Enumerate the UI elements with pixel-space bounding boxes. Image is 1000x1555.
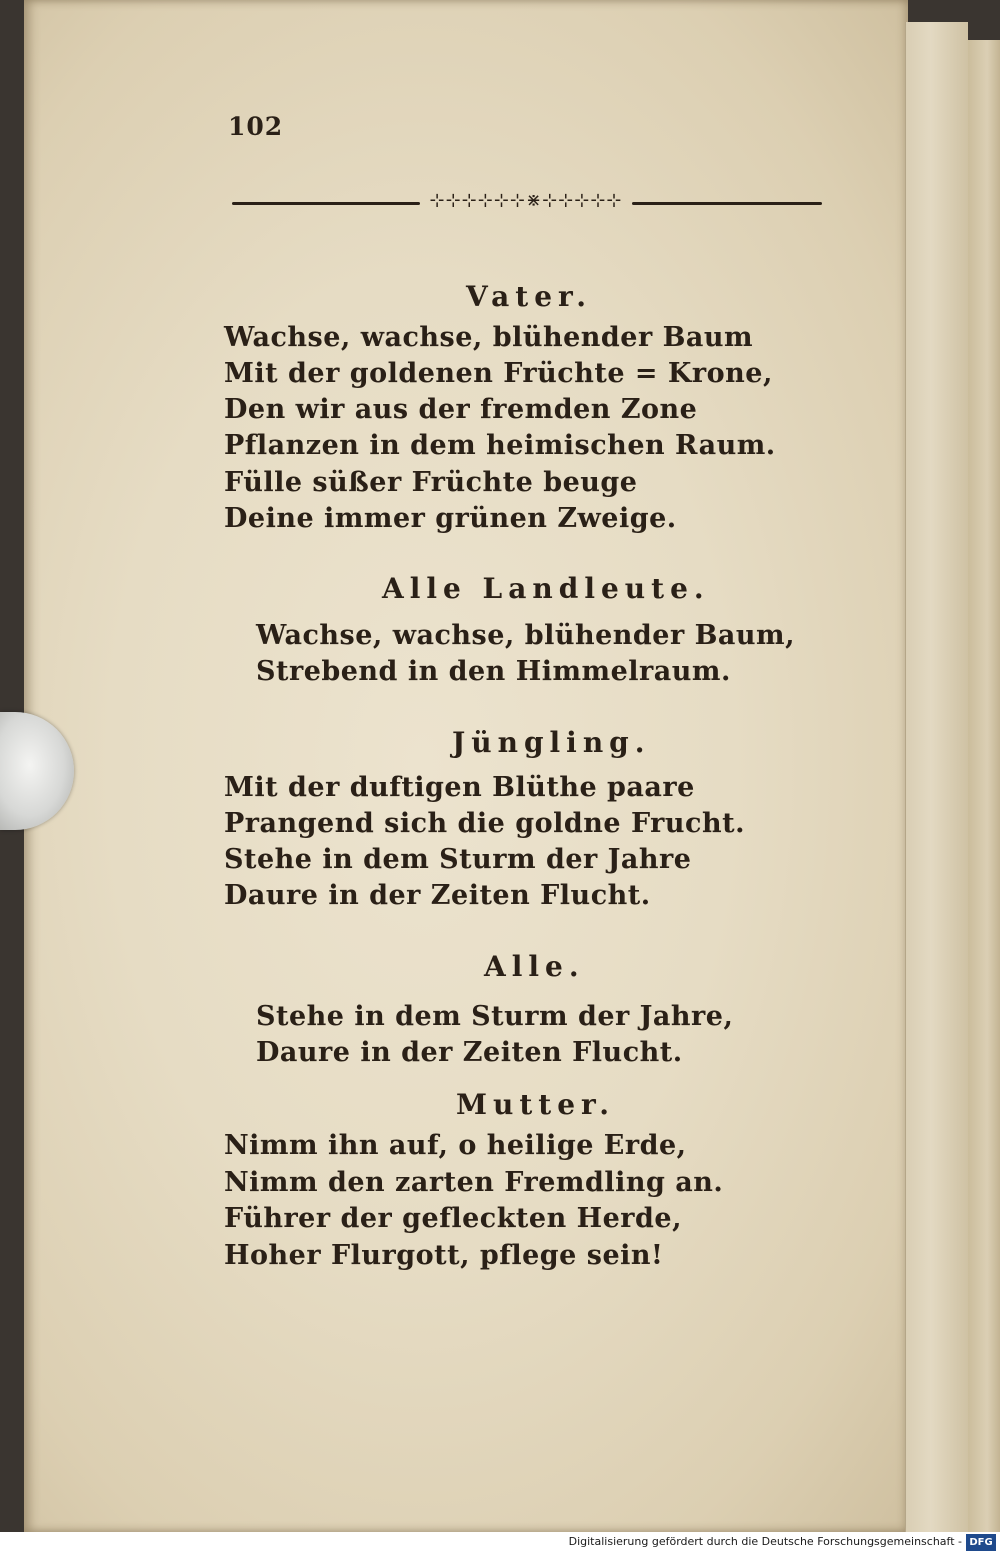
speaker-juengling: Jüngling. xyxy=(452,726,651,759)
verse-line: Pflanzen in dem heimischen Raum. xyxy=(224,430,776,461)
verse-line: Daure in der Zeiten Flucht. xyxy=(224,880,651,911)
verse-line: Daure in der Zeiten Flucht. xyxy=(256,1037,683,1068)
speaker-vater: Vater. xyxy=(466,280,592,313)
verse-line: Fülle süßer Früchte beuge xyxy=(224,467,638,498)
rule-right-line xyxy=(632,202,822,205)
verse-line: Prangend sich die goldne Frucht. xyxy=(224,808,745,839)
speaker-alle-landleute: Alle Landleute. xyxy=(382,572,710,605)
dfg-logo-icon[interactable]: DFG xyxy=(966,1534,996,1551)
verse-line: Mit der goldenen Früchte = Krone, xyxy=(224,358,773,389)
verse-line: Führer der gefleckten Herde, xyxy=(224,1203,682,1234)
fleuron-ornament: ⊹⊹⊹⊹⊹⊹⋇⊹⊹⊹⊹⊹ xyxy=(429,190,623,211)
page-fore-edge xyxy=(905,22,968,1532)
verse-line: Strebend in den Himmelraum. xyxy=(256,656,731,687)
verse-line: Wachse, wachse, blühender Baum, xyxy=(256,620,796,651)
footer-bar xyxy=(0,1532,1000,1555)
page-number: 102 xyxy=(228,112,284,141)
rule-left-line xyxy=(232,202,420,205)
verse-line: Stehe in dem Sturm der Jahre, xyxy=(256,1001,734,1032)
book-page xyxy=(24,0,908,1532)
speaker-alle: Alle. xyxy=(484,950,585,983)
verse-line: Mit der duftigen Blüthe paare xyxy=(224,772,695,803)
verse-line: Deine immer grünen Zweige. xyxy=(224,503,677,534)
next-leaf-edge xyxy=(968,40,1000,1532)
verse-line: Wachse, wachse, blühender Baum xyxy=(224,322,754,353)
verse-line: Den wir aus der fremden Zone xyxy=(224,394,698,425)
speaker-mutter: Mutter. xyxy=(456,1088,615,1121)
funding-credit: Digitalisierung gefördert durch die Deutsche Forschungsgemeinschaft - xyxy=(568,1535,962,1548)
decorative-rule xyxy=(232,192,822,216)
verse-line: Nimm den zarten Fremdling an. xyxy=(224,1167,724,1198)
verse-line: Stehe in dem Sturm der Jahre xyxy=(224,844,692,875)
verse-line: Nimm ihn auf, o heilige Erde, xyxy=(224,1130,687,1161)
verse-line: Hoher Flurgott, pflege sein! xyxy=(224,1240,664,1271)
